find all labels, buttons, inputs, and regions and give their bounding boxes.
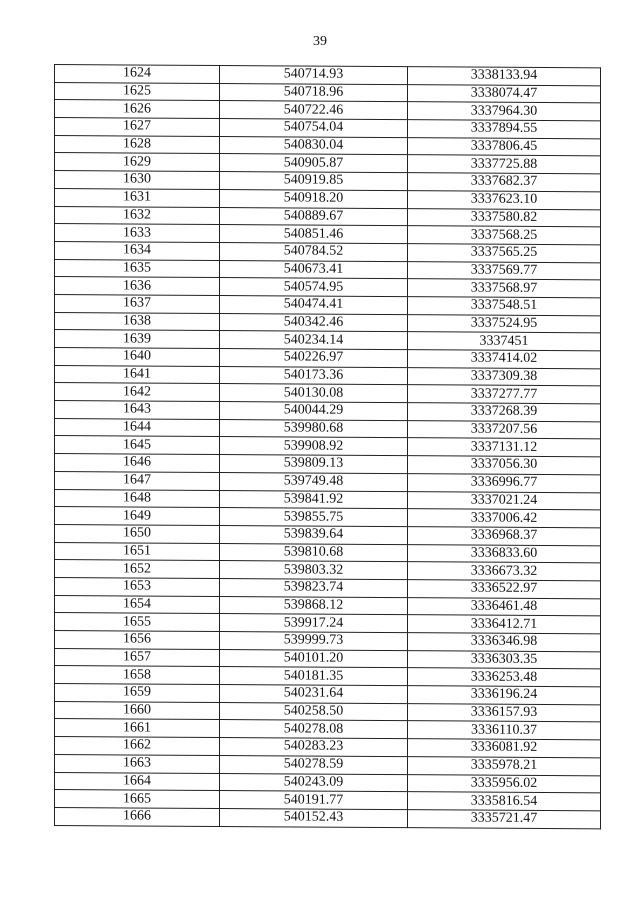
x-coordinate-cell: 540474.41 <box>220 295 408 314</box>
y-coordinate-cell: 3337623.10 <box>408 190 601 209</box>
x-coordinate-cell: 540830.04 <box>220 136 408 155</box>
point-number-cell: 1664 <box>55 772 220 791</box>
point-number-cell: 1663 <box>55 754 220 773</box>
x-coordinate-cell: 540258.50 <box>220 702 408 721</box>
y-coordinate-cell: 3337451 <box>408 332 601 351</box>
point-number-cell: 1645 <box>55 436 220 455</box>
x-coordinate-cell: 539855.75 <box>220 508 408 527</box>
coordinates-table-body <box>55 65 601 829</box>
point-number-cell: 1648 <box>55 489 220 508</box>
point-number-cell: 1627 <box>55 118 220 137</box>
point-number-cell: 1644 <box>55 418 220 437</box>
x-coordinate-cell: 539917.24 <box>220 614 408 633</box>
point-number-cell: 1651 <box>55 542 220 561</box>
point-number-cell: 1666 <box>55 807 220 826</box>
point-number-cell: 1630 <box>55 171 220 190</box>
x-coordinate-cell: 540191.77 <box>220 791 408 810</box>
x-coordinate-cell: 539980.68 <box>220 419 408 438</box>
point-number-cell: 1652 <box>55 560 220 579</box>
y-coordinate-cell: 3337131.12 <box>408 438 601 457</box>
page-number: 39 <box>313 34 327 49</box>
x-coordinate-cell: 540234.14 <box>220 331 408 350</box>
y-coordinate-cell: 3337006.42 <box>408 509 601 528</box>
x-coordinate-cell: 540905.87 <box>220 154 408 173</box>
y-coordinate-cell: 3336110.37 <box>408 721 601 740</box>
x-coordinate-cell: 539868.12 <box>220 596 408 615</box>
y-coordinate-cell: 3337682.37 <box>408 173 601 192</box>
y-coordinate-cell: 3337806.45 <box>408 137 601 156</box>
y-coordinate-cell: 3336303.35 <box>408 650 601 669</box>
x-coordinate-cell: 540574.95 <box>220 278 408 297</box>
point-number-cell: 1653 <box>55 577 220 596</box>
x-coordinate-cell: 540919.85 <box>220 172 408 191</box>
x-coordinate-cell: 540130.08 <box>220 384 408 403</box>
y-coordinate-cell: 3337021.24 <box>408 491 601 510</box>
point-number-cell: 1654 <box>55 595 220 614</box>
point-number-cell: 1647 <box>55 471 220 490</box>
point-number-cell: 1642 <box>55 383 220 402</box>
point-number-cell: 1631 <box>55 188 220 207</box>
y-coordinate-cell: 3336522.97 <box>408 580 601 599</box>
x-coordinate-cell: 539810.68 <box>220 543 408 562</box>
y-coordinate-cell: 3336673.32 <box>408 562 601 581</box>
y-coordinate-cell: 3337568.25 <box>408 226 601 245</box>
point-number-cell: 1650 <box>55 524 220 543</box>
point-number-cell: 1639 <box>55 330 220 349</box>
x-coordinate-cell: 540101.20 <box>220 649 408 668</box>
x-coordinate-cell: 540231.64 <box>220 685 408 704</box>
y-coordinate-cell: 3336833.60 <box>408 544 601 563</box>
point-number-cell: 1662 <box>55 737 220 756</box>
point-number-cell: 1636 <box>55 277 220 296</box>
y-coordinate-cell: 3337056.30 <box>408 456 601 475</box>
x-coordinate-cell: 540173.36 <box>220 366 408 385</box>
point-number-cell: 1649 <box>55 507 220 526</box>
point-number-cell: 1646 <box>55 454 220 473</box>
y-coordinate-cell: 3337565.25 <box>408 244 601 263</box>
x-coordinate-cell: 539908.92 <box>220 437 408 456</box>
y-coordinate-cell: 3335956.02 <box>408 774 601 793</box>
y-coordinate-cell: 3336996.77 <box>408 473 601 492</box>
point-number-cell: 1626 <box>55 100 220 119</box>
y-coordinate-cell: 3336253.48 <box>408 668 601 687</box>
y-coordinate-cell: 3336346.98 <box>408 633 601 652</box>
point-number-cell: 1655 <box>55 613 220 632</box>
x-coordinate-cell: 540044.29 <box>220 402 408 421</box>
x-coordinate-cell: 540851.46 <box>220 225 408 244</box>
y-coordinate-cell: 3337725.88 <box>408 155 601 174</box>
y-coordinate-cell: 3335978.21 <box>408 756 601 775</box>
x-coordinate-cell: 540754.04 <box>220 119 408 138</box>
y-coordinate-cell: 3336412.71 <box>408 615 601 634</box>
x-coordinate-cell: 539841.92 <box>220 490 408 509</box>
y-coordinate-cell: 3337268.39 <box>408 403 601 422</box>
x-coordinate-cell: 540181.35 <box>220 667 408 686</box>
y-coordinate-cell: 3336157.93 <box>408 703 601 722</box>
x-coordinate-cell: 539803.32 <box>220 561 408 580</box>
point-number-cell: 1659 <box>55 684 220 703</box>
point-number-cell: 1657 <box>55 648 220 667</box>
x-coordinate-cell: 540784.52 <box>220 242 408 261</box>
point-number-cell: 1629 <box>55 153 220 172</box>
y-coordinate-cell: 3337309.38 <box>408 367 601 386</box>
y-coordinate-cell: 3335816.54 <box>408 792 601 811</box>
point-number-cell: 1661 <box>55 719 220 738</box>
x-coordinate-cell: 540673.41 <box>220 260 408 279</box>
y-coordinate-cell: 3337580.82 <box>408 208 601 227</box>
y-coordinate-cell: 3336081.92 <box>408 739 601 758</box>
x-coordinate-cell: 540342.46 <box>220 313 408 332</box>
x-coordinate-cell: 540226.97 <box>220 349 408 368</box>
y-coordinate-cell: 3337524.95 <box>408 314 601 333</box>
point-number-cell: 1641 <box>55 365 220 384</box>
y-coordinate-cell: 3337964.30 <box>408 102 601 121</box>
y-coordinate-cell: 3338133.94 <box>408 67 601 86</box>
point-number-cell: 1660 <box>55 701 220 720</box>
y-coordinate-cell: 3335721.47 <box>408 810 601 829</box>
y-coordinate-cell: 3337548.51 <box>408 297 601 316</box>
point-number-cell: 1632 <box>55 206 220 225</box>
x-coordinate-cell: 540278.59 <box>220 755 408 774</box>
point-number-cell: 1638 <box>55 312 220 331</box>
y-coordinate-cell: 3337568.97 <box>408 279 601 298</box>
x-coordinate-cell: 540918.20 <box>220 189 408 208</box>
point-number-cell: 1635 <box>55 259 220 278</box>
point-number-cell: 1628 <box>55 135 220 154</box>
y-coordinate-cell: 3337207.56 <box>408 420 601 439</box>
y-coordinate-cell: 3337414.02 <box>408 350 601 369</box>
point-number-cell: 1658 <box>55 666 220 685</box>
point-number-cell: 1640 <box>55 348 220 367</box>
point-number-cell: 1624 <box>55 65 220 84</box>
x-coordinate-cell: 539749.48 <box>220 472 408 491</box>
point-number-cell: 1633 <box>55 224 220 243</box>
x-coordinate-cell: 540722.46 <box>220 101 408 120</box>
x-coordinate-cell: 540152.43 <box>220 808 408 827</box>
coordinates-table <box>54 64 601 829</box>
table-row <box>55 807 601 828</box>
y-coordinate-cell: 3336196.24 <box>408 686 601 705</box>
x-coordinate-cell: 540714.93 <box>220 66 408 85</box>
y-coordinate-cell: 3337277.77 <box>408 385 601 404</box>
y-coordinate-cell: 3336968.37 <box>408 527 601 546</box>
x-coordinate-cell: 539823.74 <box>220 578 408 597</box>
x-coordinate-cell: 540718.96 <box>220 83 408 102</box>
x-coordinate-cell: 539999.73 <box>220 632 408 651</box>
point-number-cell: 1625 <box>55 82 220 101</box>
point-number-cell: 1665 <box>55 790 220 809</box>
y-coordinate-cell: 3336461.48 <box>408 597 601 616</box>
point-number-cell: 1634 <box>55 241 220 260</box>
y-coordinate-cell: 3337894.55 <box>408 120 601 139</box>
point-number-cell: 1656 <box>55 631 220 650</box>
x-coordinate-cell: 540278.08 <box>220 720 408 739</box>
point-number-cell: 1643 <box>55 401 220 420</box>
point-number-cell: 1637 <box>55 294 220 313</box>
y-coordinate-cell: 3337569.77 <box>408 261 601 280</box>
x-coordinate-cell: 539839.64 <box>220 525 408 544</box>
x-coordinate-cell: 540243.09 <box>220 773 408 792</box>
x-coordinate-cell: 540283.23 <box>220 738 408 757</box>
x-coordinate-cell: 539809.13 <box>220 455 408 474</box>
y-coordinate-cell: 3338074.47 <box>408 84 601 103</box>
x-coordinate-cell: 540889.67 <box>220 207 408 226</box>
